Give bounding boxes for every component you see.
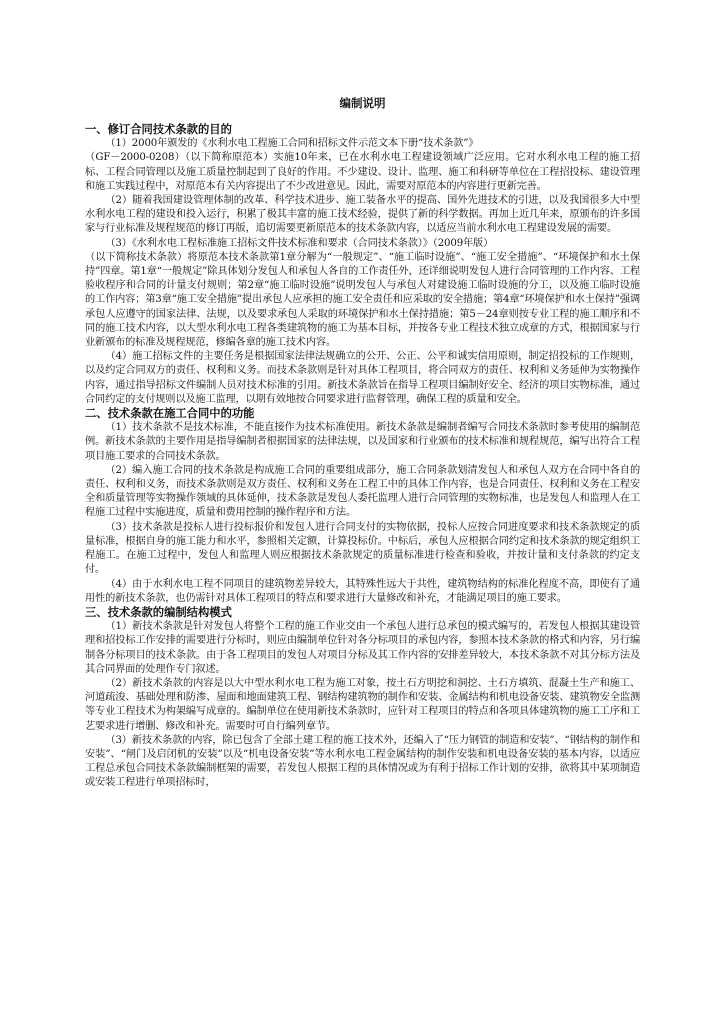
paragraph: （2）新技术条款的内容是以大中型水利水电工程为施工对象，按土石方明挖和洞挖、土石方填筑、混凝土生产和施工、河道疏浚、基础处理和防渗、屋面和地面建筑工程、钢结构建筑物的制作和安装、金属结构和机电设备安装、建筑物安全监测等专业工程技术为构架编写成章的。编制单位在使用新技术条款时，应针对工程项目的特点和各项具体建筑物的施工工序和工艺要求进行增删、修改和补充。需要时可自行编列章节。 [85,677,640,732]
paragraph: （1）新技术条款是针对发包人将整个工程的施工作业交由一个承包人进行总承包的模式编写的，若发包人根据其建设管理和招投标工作安排的需要进行分标时，则应由编制单位针对各分标项目的承包内容，参照本技术条款的格式和内容，另行编制各分标项目的技术条款。由于各工程项目的发包人对项目分标及其工作内容的安排差异较大，本技术条款不对其分标方法及其合同界面的处理作专门叙述。 [85,621,640,675]
document-page [85,96,640,791]
paragraph: （以下简称技术条款）将原范本技术条款第1章分解为“一般规定”、“施工临时设施”、“施工安全措施”、“环境保护和水土保持”四章。第1章“一般规定”除具体划分发包人和承包人各自的工作责任外，还详细说明发包人进行合同管理的工作内容、工程验收程序和合同的计量支付规则；第2章“施工临时设施”说明发包人与承包人对建设施工临时设施的分工，以及施工临时设施的工作内容；第3章“施工安全措施”提出承包人应承担的施工安全责任和应采取的安全措施；第4章“环境保护和水土保持”强调承包人应遵守的国家法律、法规，以及要求承包人采取的环境保护和水土保持措施；第5－24章则按专业工程的施工顺序和不同的施工技术内容，以大型水利水电工程各类建筑物的施工为基本目标，并按各专业工程技术独立成章的方式，根据国家与行业新颁布的标准及规程规范，修编各章的施工技术内容。 [85,251,640,349]
paragraph: （4）由于水利水电工程不同项目的建筑物差异较大，其特殊性远大于共性，建筑物结构的标准化程度不高，即使有了通用性的新技术条款，也仍需针对具体工程项目的特点和要求进行大量修改和补充，才能满足项目的施工要求。 [85,578,640,604]
section-heading: 一、修订合同技术条款的目的 [85,123,232,136]
section-3 [85,606,640,791]
paragraph: （2）随着我国建设管理体制的改革、科学技术进步、施工装备水平的提高、国外先进技术的引进，以及我国很多大中型水利水电工程的建设和投入运行，积累了极其丰富的施工技术经验，提供了新的科学数据。再加上近几年来，原颁布的许多国家与行业标准及规程规范的修订再版，追切需要更新原范本的技术条款内容，以适应当前水利水电工程建设发展的需要。 [85,195,640,235]
paragraph: （2）编入施工合同的技术条款是构成施工合同的重要组成部分，施工合同条款划清发包人和承包人双方在合同中各自的责任、权利和义务，而技术条款则是双方责任、权利和义务在工程工中的具体工作内容，也是合同责任、权利和义务在工程安全和质量管理等实物操作领域的具体延伸，技术条款是发包人委托监理人进行合同管理的实物标准，也是发包人和监理人在工程施工过程中实施进度，质量和费用控制的操作程序和方法。 [85,464,640,519]
section-heading: 二、技术条款在施工合同中的功能 [85,407,255,421]
section-1 [85,123,640,407]
paragraph: （3）技术条款是投标人进行投标报价和发包人进行合同支付的实物依据，投标人应按合同进度要求和技术条款规定的质量标准，根据自身的施工能力和水平，参照相关定额，计算投标价。中标后，承包人应根据合同约定和技术条款的规定组织工程施工。在施工过程中，发包人和监理人则应根据技术条款规定的质量标准进行检查和验收，并按计量和支付条款的约定支付。 [85,521,640,576]
paragraph: （3）《水利水电工程标准施工招标文件技术标准和要求（合同技术条款）》（2009年版） [105,237,494,249]
section-2 [85,407,640,606]
document-title: 编制说明 [339,96,386,110]
paragraph: （1）2000年颁发的《水利水电工程施工合同和招标文件示范文本下册“技术条款”》 [105,138,479,150]
paragraph: （3）新技术条款的内容，除已包含了全部土建工程的施工技术外，还编入了“压力钢管的制造和安装”、“钢结构的制作和安装”、“闸门及启闭机的安装”以及“机电设备安装”等水利水电工程金属结构的制作安装和机电设备安装的基本内容，以适应工程总承包合同技术条款编制框架的需要，若发包人根据工程的具体情况或为有利于招标工作计划的安排，欲将其中某项制造或安装工程进行单项招标时， [85,734,640,789]
paragraph: （1）技术条款不是技术标准，不能直接作为技术标准使用。新技术条款是编制者编写合同技术条款时参考使用的编制范例。新技术条款的主要作用是指导编制者根据国家的法律法规，以及国家和行业颁布的技术标准和规程规范，编写出符合工程项目施工要求的合同技术条款。 [85,422,640,462]
paragraph: （GF－2000-0208）（以下简称原范本）实施10年来，已在水利水电工程建设领域广泛应用。它对水利水电工程的施工招标、工程合同管理以及施工质量控制起到了良好的作用。不少建设、设计、监理、施工和科研等单位在工程招投标、建设管理和施工实践过程中，对原范本有关内容提出了不少改进意见。因此，需要对原范本的内容进行更新完善。 [85,152,640,192]
section-heading: 三、技术条款的编制结构模式 [85,605,232,619]
paragraph: （4）施工招标文件的主要任务是根据国家法律法规确立的公开、公正、公平和诚实信用原则，制定招投标的工作规则，以及约定合同双方的责任、权利和义务。而技术条款则是针对具体工程项目，将合同双方的责任、权利和义务延伸为实物操作内容，通过指导招标文件编制人员对技术标准的引用。新技术条款旨在指导工程项目编制好安全、经济的项目实物标准，通过合同约定的支付规则以及施工监理，以期有效地按合同要求进行监督管理，确保工程的质量和安全。 [85,351,640,405]
